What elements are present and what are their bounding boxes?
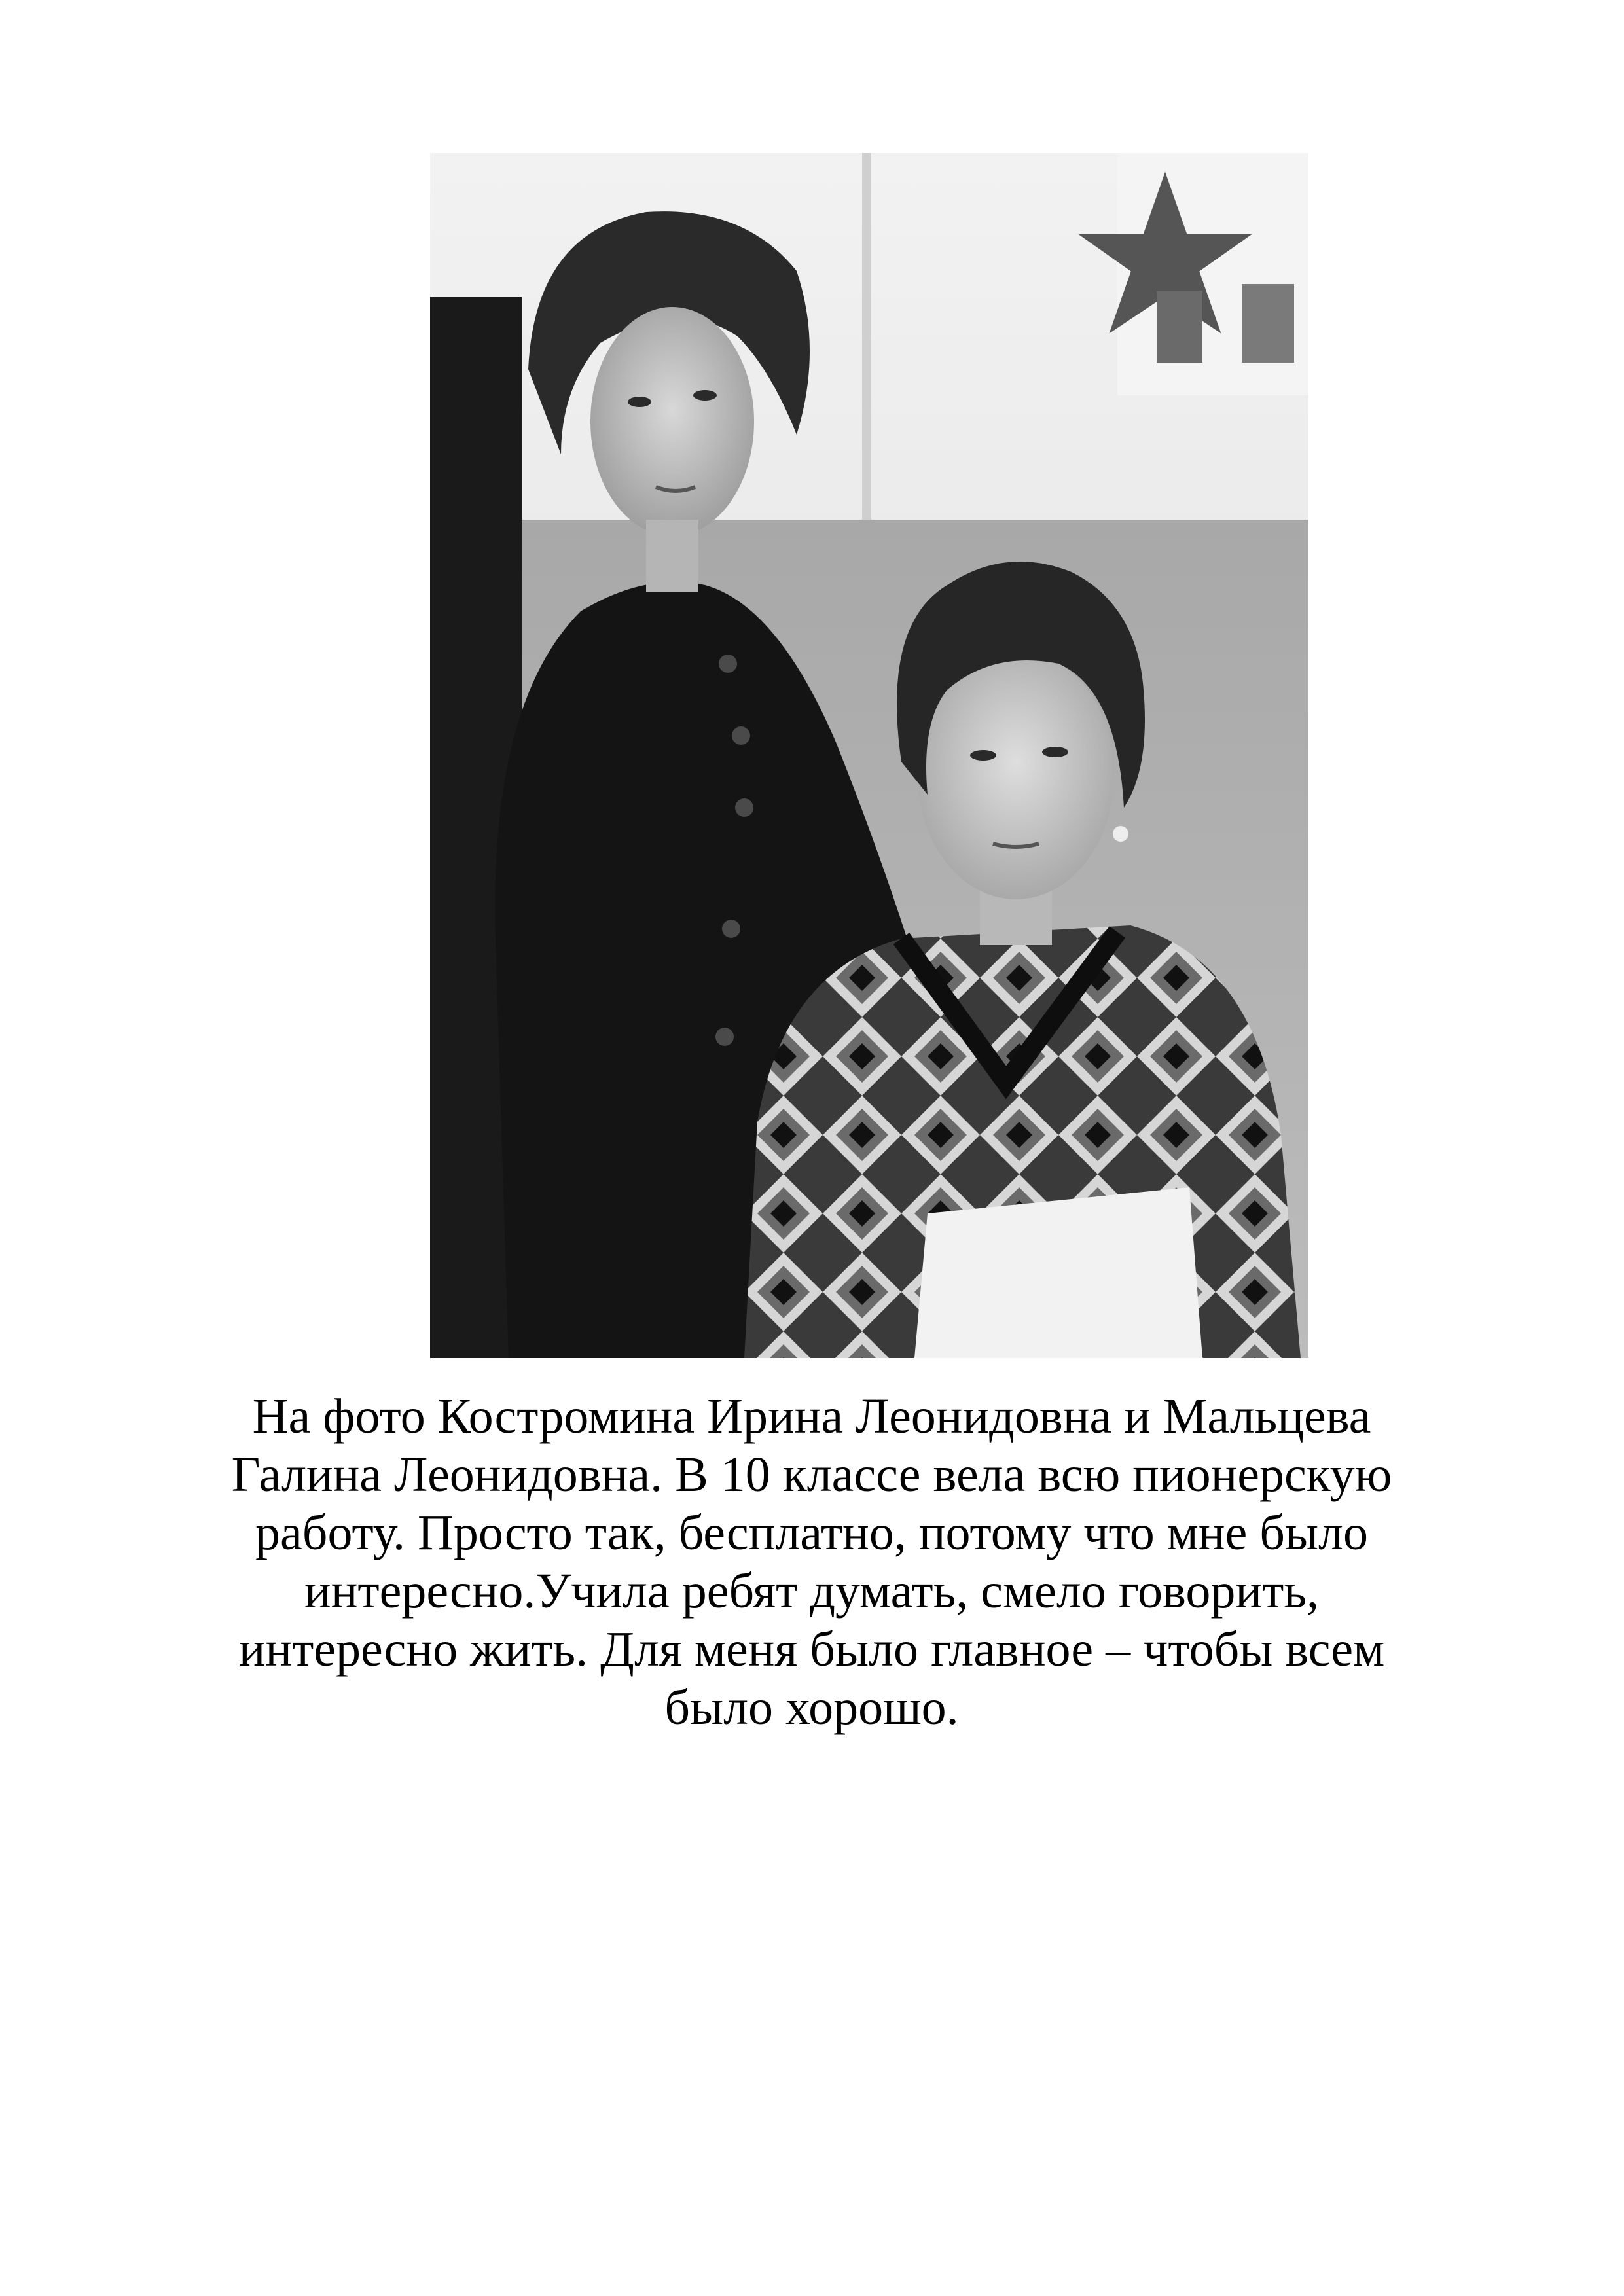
caption-line: интересно.Учила ребят думать, смело говорить, — [304, 1563, 1319, 1619]
caption-line: было хорошо. — [664, 1679, 959, 1735]
caption-line: На фото Костромина Ирина Леонидовна и Мальцева — [252, 1389, 1371, 1444]
caption-line: Галина Леонидовна. В 10 классе вела всю пионерскую — [231, 1446, 1392, 1502]
photograph — [430, 153, 1308, 1358]
photo-caption — [196, 1388, 1427, 1736]
caption-line: работу. Просто так, бесплатно, потому что мне было — [255, 1505, 1368, 1560]
caption-line: интересно жить. Для меня было главное – чтобы всем — [238, 1621, 1385, 1677]
photo-image — [430, 153, 1308, 1358]
